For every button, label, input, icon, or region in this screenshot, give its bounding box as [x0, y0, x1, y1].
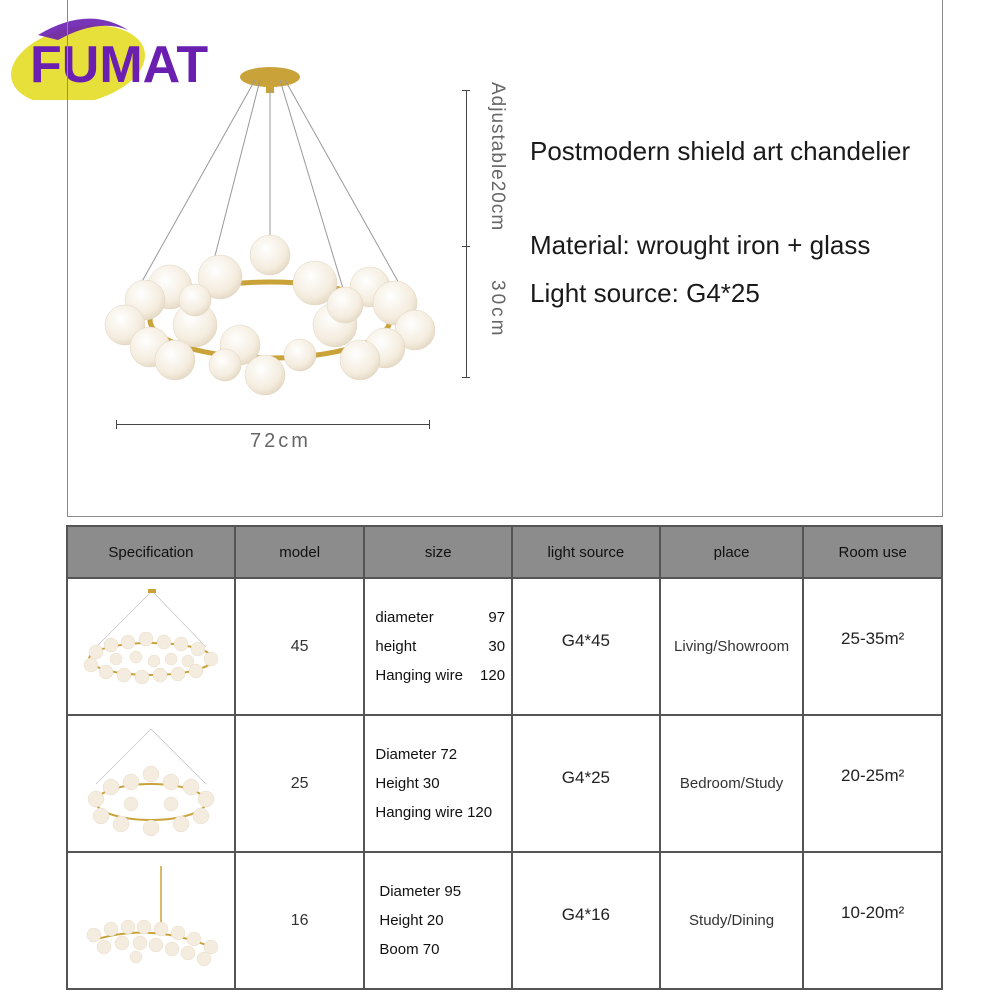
size-value: 97 — [488, 609, 506, 626]
light-source-cell — [512, 715, 660, 852]
size-value: 120 — [480, 667, 506, 684]
size-line: Hanging wire 120 — [375, 804, 493, 821]
chandelier-45-thumbnail — [76, 587, 226, 707]
size-line: Height 30 — [375, 775, 440, 792]
room-use-cell — [803, 715, 942, 852]
place-value: Study/Dining — [689, 912, 775, 929]
model-cell: 45 — [235, 578, 364, 715]
place-cell — [660, 852, 804, 989]
product-thumbnail-cell — [67, 852, 235, 989]
width-dimension-line — [116, 424, 430, 425]
room-use-cell — [803, 852, 942, 989]
table-header-row — [67, 526, 942, 578]
size-line: Diameter 72 — [375, 746, 458, 763]
light-source-value: G4*25 — [561, 767, 610, 787]
room-use-value: 20-25m² — [841, 765, 905, 785]
dimension-tick — [462, 377, 470, 378]
product-thumbnail-cell — [67, 715, 235, 852]
adjustable-length-label: Adjustable20cm — [487, 82, 508, 232]
product-light-source: Light source: G4*25 — [530, 278, 760, 308]
header-room-use: Room use — [803, 526, 942, 578]
light-source-cell — [512, 578, 660, 715]
header-place: place — [660, 526, 804, 578]
header-specification: Specification — [67, 526, 235, 578]
room-use-value: 10-20m² — [841, 902, 905, 922]
place-value: Living/Showroom — [674, 638, 790, 655]
size-value: 30 — [488, 638, 506, 655]
dimension-tick — [462, 90, 470, 91]
table-row — [67, 715, 942, 852]
light-source-value: G4*45 — [561, 630, 610, 650]
width-label: 72cm — [250, 430, 311, 452]
header-size: size — [364, 526, 512, 578]
room-use-value: 25-35m² — [841, 628, 905, 648]
table-row — [67, 852, 942, 989]
light-source-cell — [512, 852, 660, 989]
dimension-tick — [462, 246, 470, 247]
size-cell — [364, 715, 512, 852]
size-cell — [364, 852, 512, 989]
height-label: 30cm — [487, 280, 508, 339]
room-use-cell — [803, 578, 942, 715]
size-label: Hanging wire — [375, 667, 463, 684]
chandelier-16-thumbnail — [76, 861, 226, 981]
product-material: Material: wrought iron + glass — [530, 230, 871, 260]
height-dimension-line — [466, 90, 467, 378]
dimension-tick — [116, 420, 117, 429]
product-title: Postmodern shield art chandelier — [530, 136, 911, 166]
light-source-value: G4*16 — [561, 904, 610, 924]
model-cell: 25 — [235, 715, 364, 852]
logo-text: FUMAT — [30, 36, 209, 94]
header-light-source: light source — [512, 526, 660, 578]
model-cell: 16 — [235, 852, 364, 989]
size-label: height — [375, 638, 417, 655]
size-cell — [364, 578, 512, 715]
place-cell — [660, 715, 804, 852]
table-row — [67, 578, 942, 715]
product-thumbnail-cell — [67, 578, 235, 715]
specification-table — [66, 525, 943, 990]
header-model: model — [235, 526, 364, 578]
size-label: diameter — [375, 609, 434, 626]
chandelier-25-thumbnail — [76, 724, 226, 844]
size-line: Height 20 — [379, 912, 444, 929]
chandelier-illustration — [95, 55, 445, 400]
place-cell — [660, 578, 804, 715]
place-value: Bedroom/Study — [679, 775, 784, 792]
dimension-tick — [429, 420, 430, 429]
size-line: Diameter 95 — [379, 883, 462, 900]
size-line: Boom 70 — [379, 941, 440, 958]
